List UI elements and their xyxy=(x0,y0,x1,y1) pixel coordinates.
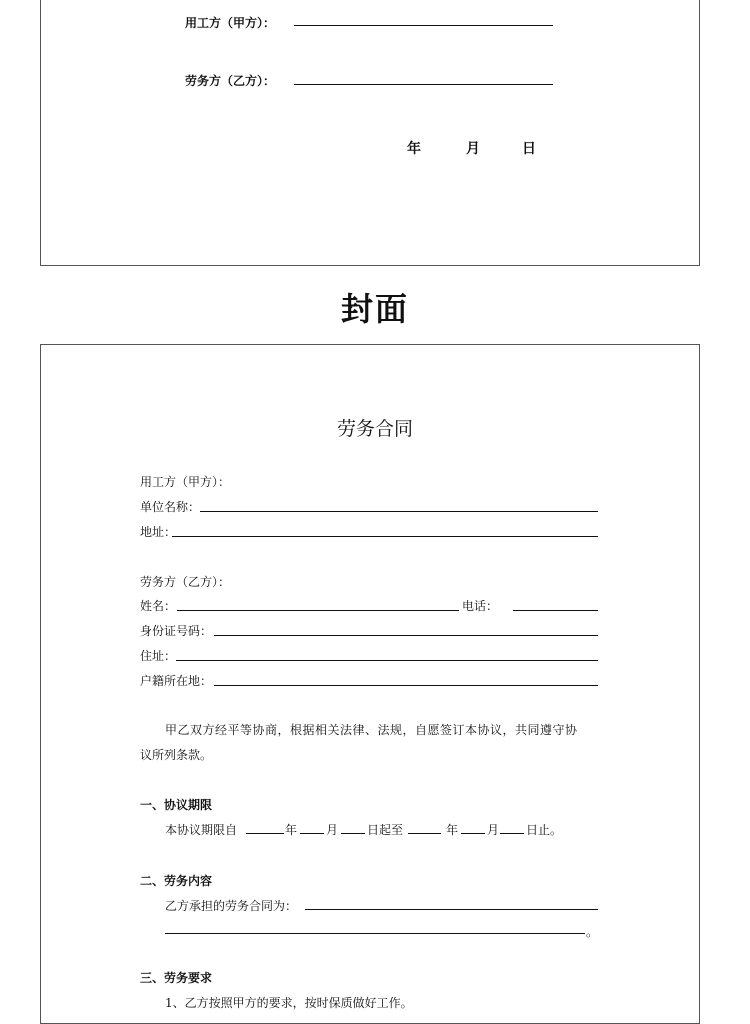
id-number-label: 身份证号码： xyxy=(140,624,213,638)
cover-worker-label: 劳务方（乙方）： xyxy=(185,74,276,88)
service-content-line-1[interactable] xyxy=(305,909,598,910)
term-start-day-blank[interactable] xyxy=(341,833,365,834)
section-2-heading: 二、劳务内容 xyxy=(140,874,213,888)
intro-line-1: 甲乙双方经平等协商，根据相关法律、法规，自愿签订本协议，共同遵守协 xyxy=(165,723,578,737)
term-end-year-blank[interactable] xyxy=(408,833,441,834)
id-number-line[interactable] xyxy=(214,635,598,636)
section-3-heading: 三、劳务要求 xyxy=(140,971,213,985)
household-label: 户籍所在地： xyxy=(140,674,213,688)
cover-employer-line[interactable] xyxy=(294,25,553,26)
party-b-heading: 劳务方（乙方）： xyxy=(140,575,231,589)
cover-worker-line[interactable] xyxy=(294,84,553,85)
phone-label: 电话： xyxy=(462,599,499,613)
term-day-2: 日止。 xyxy=(526,823,563,837)
intro-line-2: 议所列条款。 xyxy=(140,748,213,762)
household-line[interactable] xyxy=(214,685,598,686)
term-month-2: 月 xyxy=(487,823,500,837)
service-content-line-2[interactable] xyxy=(165,933,585,934)
term-year-2: 年 xyxy=(446,823,459,837)
contract-title: 劳务合同 xyxy=(336,418,413,440)
cover-date-year: 年 xyxy=(407,141,421,157)
residence-label: 住址： xyxy=(140,649,177,663)
requirement-item-1: 1、乙方按照甲方的要求，按时保质做好工作。 xyxy=(165,996,413,1010)
name-label: 姓名： xyxy=(140,599,177,613)
party-a-address-line[interactable] xyxy=(172,536,598,537)
contract-page xyxy=(40,344,700,1024)
term-end-day-blank[interactable] xyxy=(500,833,524,834)
term-month-1: 月 xyxy=(326,823,339,837)
term-start-text: 本协议期限自 xyxy=(165,823,238,837)
name-line[interactable] xyxy=(177,610,459,611)
residence-line[interactable] xyxy=(176,660,598,661)
cover-date-day: 日 xyxy=(522,141,536,157)
section-1-heading: 一、协议期限 xyxy=(140,798,213,812)
company-name-label: 单位名称： xyxy=(140,500,201,514)
term-end-month-blank[interactable] xyxy=(461,833,485,834)
term-start-month-blank[interactable] xyxy=(300,833,324,834)
cover-caption: 封面 xyxy=(340,290,409,328)
company-name-line[interactable] xyxy=(200,511,598,512)
service-content-label: 乙方承担的劳务合同为： xyxy=(165,899,298,913)
term-day-1: 日起至 xyxy=(367,823,404,837)
term-start-year-blank[interactable] xyxy=(246,833,284,834)
term-year-1: 年 xyxy=(285,823,298,837)
cover-date-month: 月 xyxy=(466,141,480,157)
phone-line[interactable] xyxy=(513,610,598,611)
service-content-end: 。 xyxy=(586,925,599,939)
cover-employer-label: 用工方（甲方）： xyxy=(185,16,276,30)
party-a-heading: 用工方（甲方）： xyxy=(140,475,231,489)
cover-page xyxy=(40,0,700,266)
party-a-address-label: 地址： xyxy=(140,525,177,539)
